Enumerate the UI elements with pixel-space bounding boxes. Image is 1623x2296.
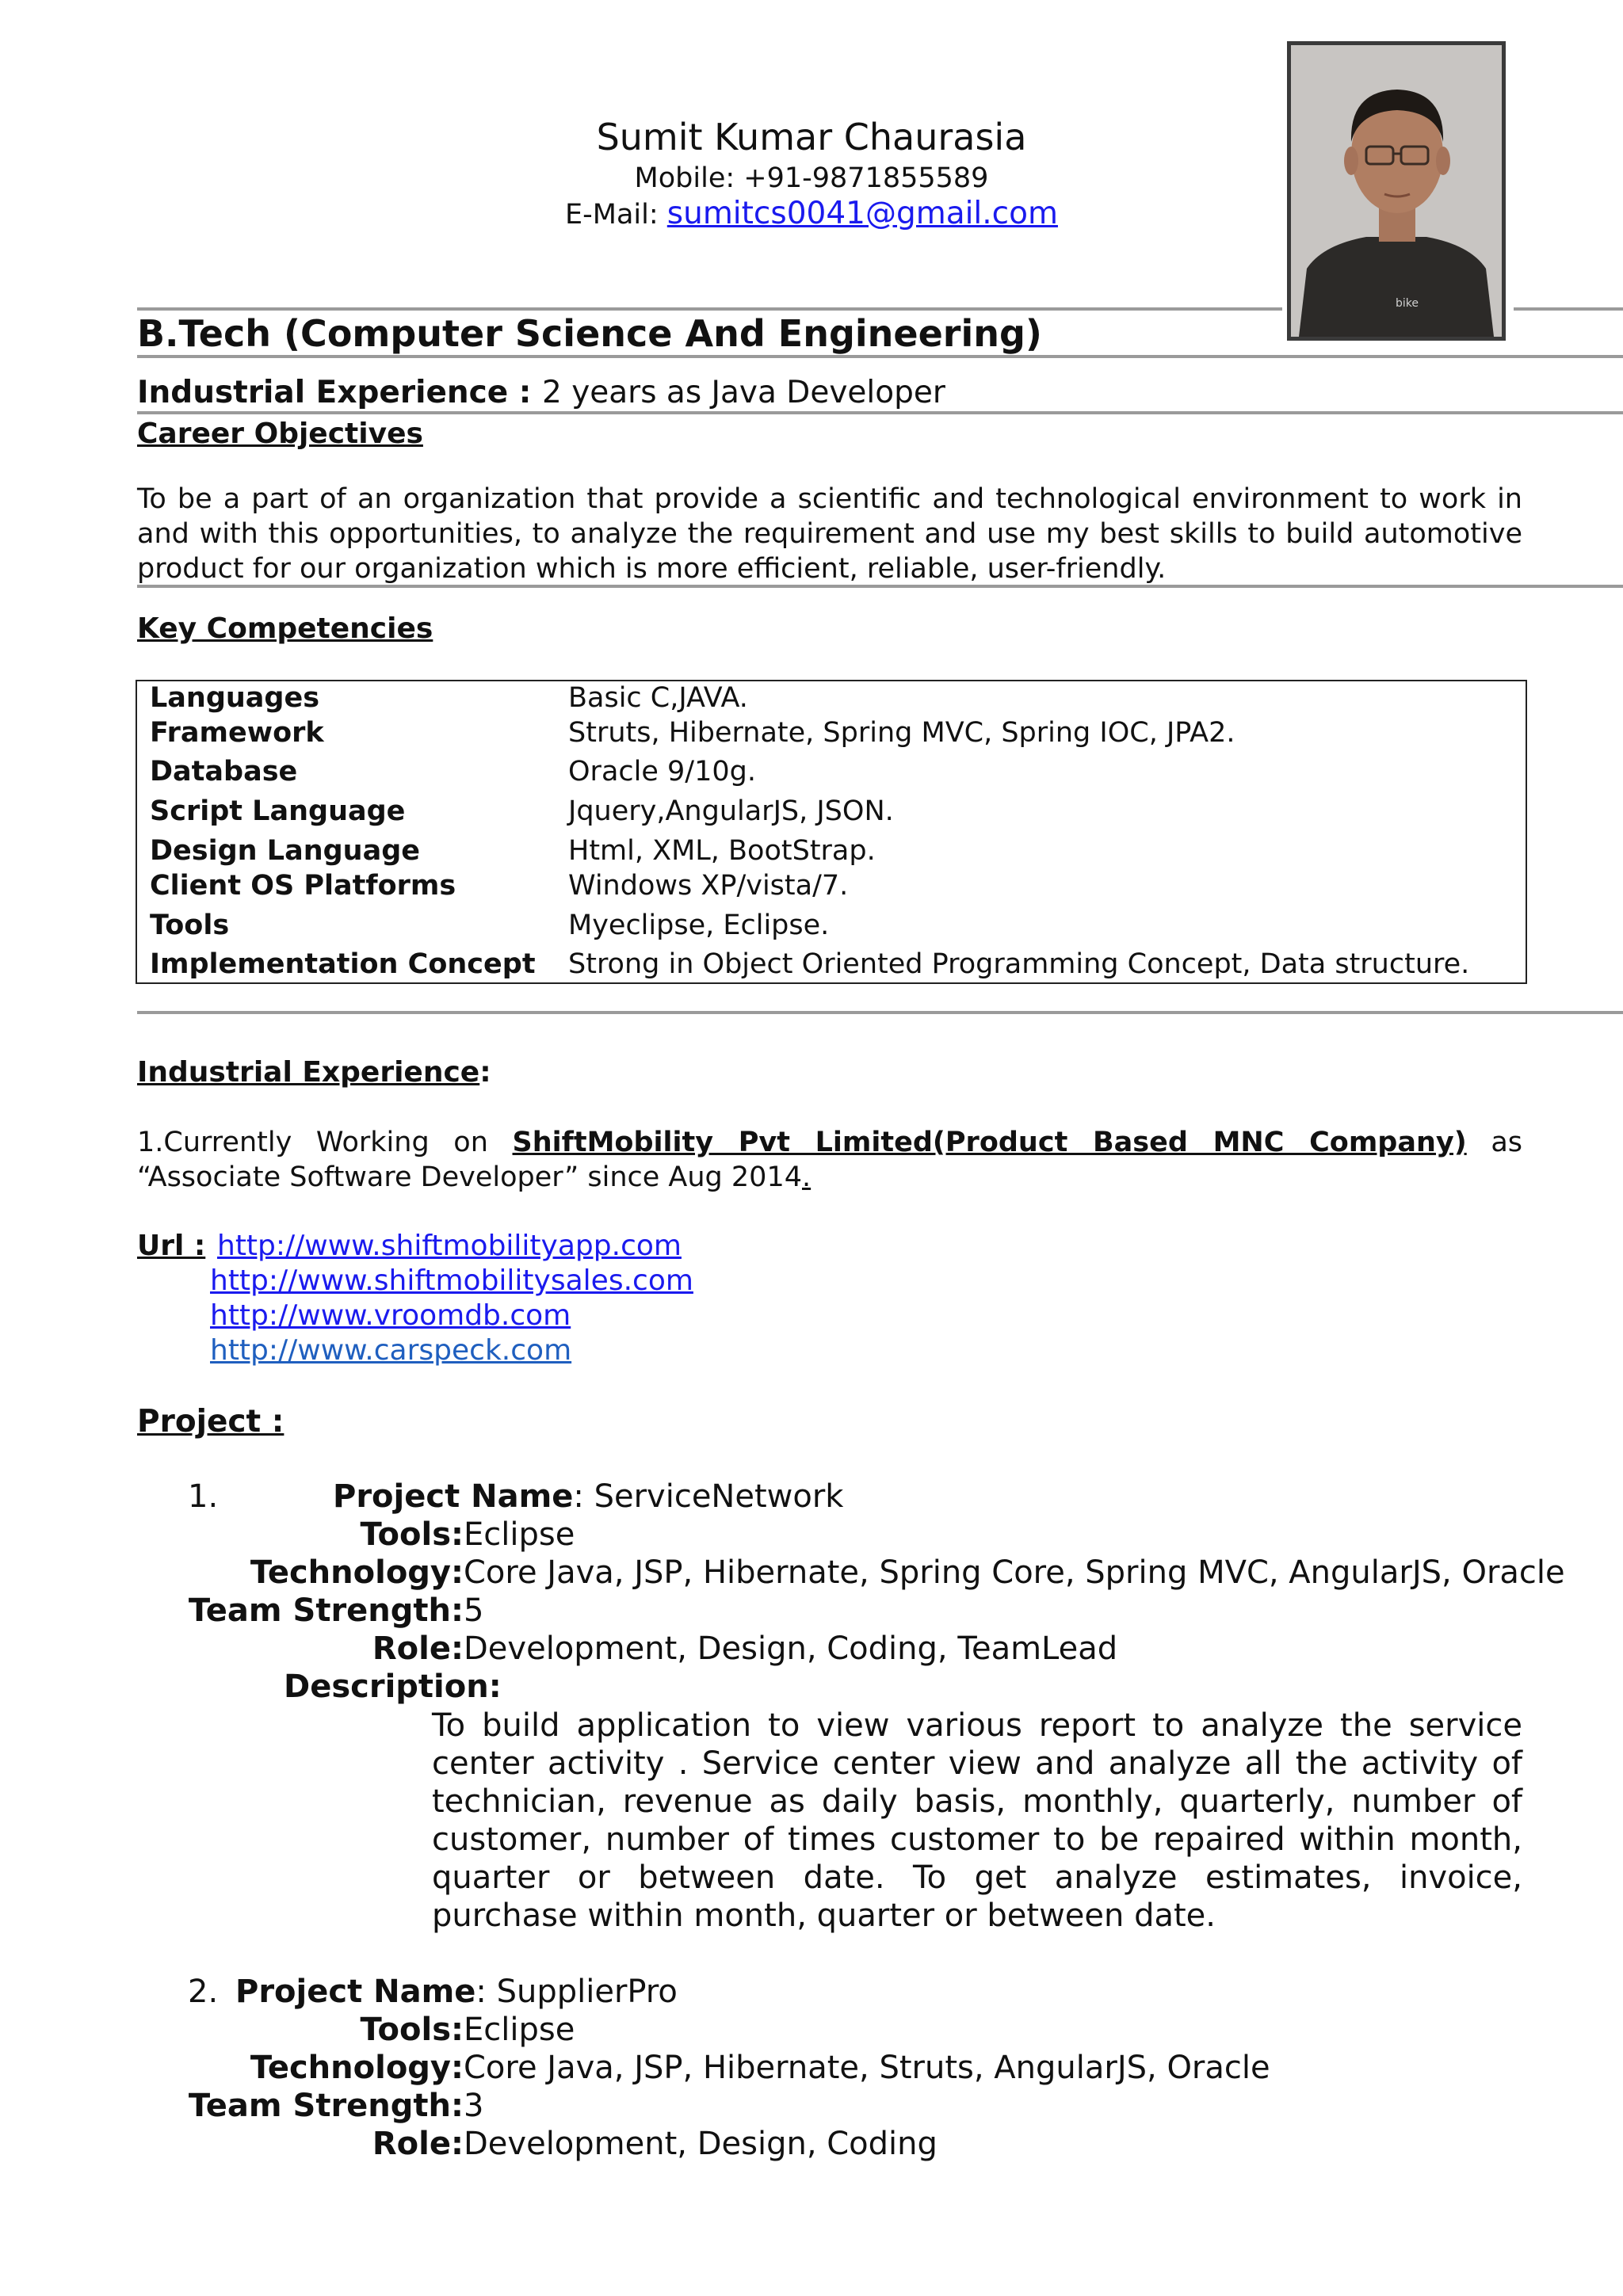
experience-summary (137, 375, 945, 410)
company-name: ShiftMobility Pvt Limited(Product Based MNC Company) (512, 1127, 1467, 1158)
skill-label: Database (150, 756, 298, 788)
mobile-number: Mobile: +91-9871855589 (634, 162, 989, 194)
url-link-shiftmobilitysales[interactable]: http://www.shiftmobilitysales.com (210, 1264, 693, 1297)
description-label: Description: (284, 1669, 502, 1705)
portrait-image (1291, 45, 1502, 337)
current-position-prefix: 1.Currently Working on (137, 1127, 513, 1158)
divider-header-top (137, 307, 1282, 311)
divider-under-competencies (137, 1011, 1623, 1014)
industrial-experience-heading (137, 1056, 491, 1089)
email-link[interactable]: sumitcs0041@gmail.com (666, 196, 1058, 231)
email-label: E-Mail: (565, 199, 667, 231)
divider-under-experience (137, 411, 1623, 414)
skill-label: Client OS Platforms (150, 870, 456, 902)
project-name-label: Project Name (235, 1974, 476, 2010)
url-link-shiftmobilityapp[interactable]: http://www.shiftmobilityapp.com (217, 1230, 682, 1262)
skill-value: Jquery,AngularJS, JSON. (568, 795, 894, 827)
team-strength-label: Team Strength: (188, 1592, 464, 1629)
candidate-name: Sumit Kumar Chaurasia (596, 116, 1027, 158)
industrial-experience-colon: : (479, 1056, 491, 1089)
technology-value: Core Java, JSP, Hibernate, Spring Core, Spring MVC, AngularJS, Oracle (464, 1554, 1565, 1591)
tools-label: Tools: (360, 2012, 464, 2048)
career-objectives-heading: Career Objectives (137, 418, 423, 450)
projects-heading: Project : (137, 1404, 285, 1440)
skill-value: Myeclipse, Eclipse. (568, 910, 830, 941)
project-number: 2. (188, 1974, 219, 2010)
key-competencies-heading: Key Competencies (137, 612, 433, 645)
shirt-logo-text: bike (1396, 297, 1419, 310)
project-number: 1. (188, 1478, 219, 1515)
skill-label: Script Language (150, 795, 406, 827)
tools-label: Tools: (360, 1516, 464, 1553)
project-name-label: Project Name (333, 1478, 574, 1515)
current-position-role: as “Associate Software Developer” since Aug 2014 (137, 1127, 1523, 1193)
current-position-period: . (801, 1161, 812, 1193)
skill-label: Implementation Concept (150, 948, 536, 980)
skill-label: Framework (150, 717, 324, 749)
team-strength-label: Team Strength: (188, 2088, 464, 2124)
role-value: Development, Design, Coding (464, 2126, 938, 2162)
experience-summary-value: 2 years as Java Developer (541, 375, 945, 410)
skill-label: Design Language (150, 835, 420, 867)
divider-header-top-right (1514, 307, 1623, 311)
team-strength-value: 3 (464, 2088, 484, 2124)
role-label: Role: (372, 1630, 464, 1667)
technology-label: Technology: (250, 1554, 464, 1591)
technology-label: Technology: (250, 2050, 464, 2086)
project-description: To build application to view various report to analyze the service center activity . Service center view and analyze all the activity of technician, revenue as daily basis, monthly, quarterly, number of customer, number of times customer to be repaired within month, quarter or between date. To get analyze estimates, invoice, purchase within month, quarter or between date. (432, 1707, 1522, 1934)
career-objectives-text: To be a part of an organization that provide a scientific and technological environment to work in and with this opportunities, to analyze the requirement and use my best skills to build automotive product for our organization which is more efficient, reliable, user-friendly. (137, 483, 1522, 585)
divider-under-career (137, 585, 1623, 588)
url-link-vroomdb[interactable]: http://www.vroomdb.com (210, 1299, 571, 1332)
tools-value: Eclipse (464, 1516, 575, 1553)
skill-value: Html, XML, BootStrap. (568, 835, 876, 867)
role-value: Development, Design, Coding, TeamLead (464, 1630, 1118, 1667)
key-competencies-table (136, 680, 1527, 984)
project-name-value: : SupplierPro (475, 1974, 678, 2010)
team-strength-value: 5 (464, 1592, 484, 1629)
divider-under-degree (137, 355, 1623, 358)
url-label: Url : (137, 1230, 206, 1262)
skill-value: Basic C,JAVA. (568, 682, 748, 714)
project-name-row (235, 1974, 678, 2010)
industrial-experience-heading-text: Industrial Experience (137, 1056, 480, 1089)
project-name-row (333, 1478, 843, 1515)
skill-value: Windows XP/vista/7. (568, 870, 849, 902)
tools-value: Eclipse (464, 2012, 575, 2048)
technology-value: Core Java, JSP, Hibernate, Struts, AngularJS, Oracle (464, 2050, 1270, 2086)
skill-label: Tools (150, 910, 230, 941)
skill-value: Struts, Hibernate, Spring MVC, Spring IOC, JPA2. (568, 717, 1235, 749)
project-name-value: : ServiceNetwork (573, 1478, 844, 1515)
current-position (137, 1125, 1522, 1195)
skill-value: Strong in Object Oriented Programming Concept, Data structure. (568, 948, 1470, 980)
skill-label: Languages (150, 682, 320, 714)
url-link-carspeck[interactable]: http://www.carspeck.com (210, 1334, 572, 1367)
experience-summary-label: Industrial Experience : (137, 375, 542, 410)
skill-value: Oracle 9/10g. (568, 756, 756, 788)
profile-photo (1287, 41, 1506, 341)
degree-heading: B.Tech (Computer Science And Engineering) (137, 312, 1042, 355)
role-label: Role: (372, 2126, 464, 2162)
